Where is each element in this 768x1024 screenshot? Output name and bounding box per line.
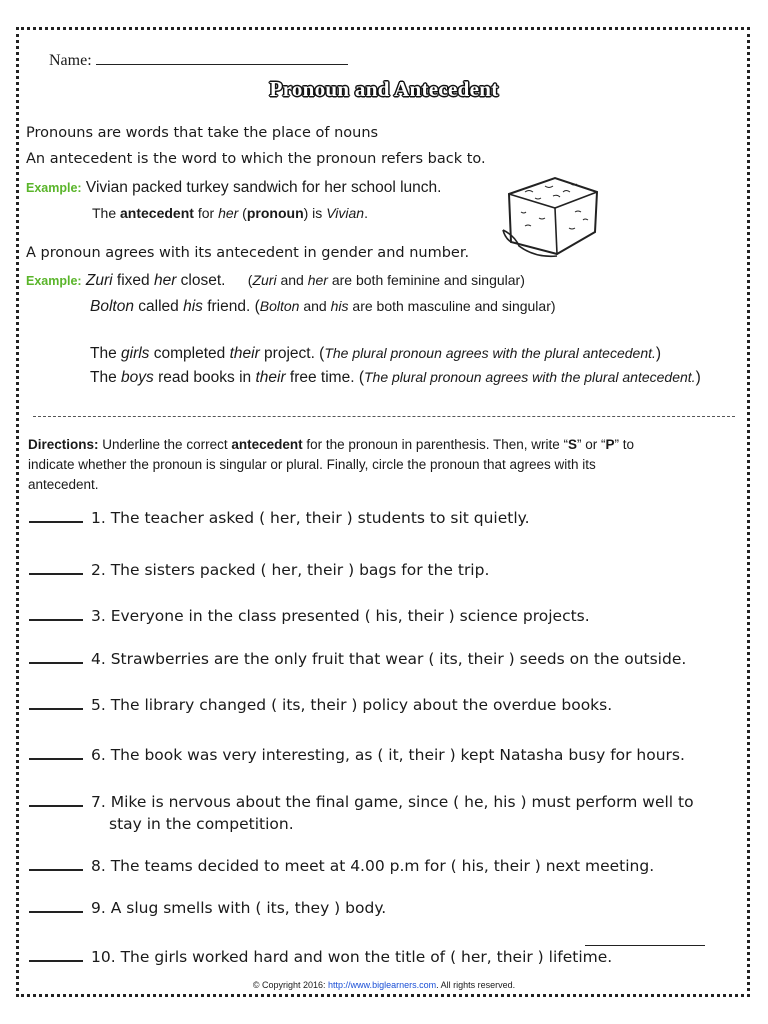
answer-blank[interactable]: [29, 758, 83, 760]
example-5: The boys read books in their free time. (The plural pronoun agrees with the plural antecedent.): [90, 369, 701, 386]
name-line[interactable]: [96, 50, 348, 65]
answer-blank[interactable]: [29, 662, 83, 664]
intro-line-2: An antecedent is the word to which the pronoun refers back to.: [26, 151, 486, 167]
name-field: [49, 50, 348, 70]
intro-line-1: Pronouns are words that take the place of nouns: [26, 125, 379, 141]
sandwich-illustration: [495, 172, 605, 262]
section-divider: [33, 416, 735, 417]
example-1-explanation: The antecedent for her (pronoun) is Vivian.: [92, 205, 368, 221]
copyright-footer: © Copyright 2016: http://www.biglearners.com. All rights reserved.: [252, 980, 516, 990]
answer-blank[interactable]: [29, 619, 83, 621]
directions-line-1: Directions: Underline the correct antecedent for the pronoun in parenthesis. Then, write “S” or “P” to: [28, 437, 635, 452]
answer-blank[interactable]: [29, 805, 83, 807]
answer-blank[interactable]: [29, 708, 83, 710]
question-3: 3. Everyone in the class presented ( his, their ) science projects.: [29, 607, 590, 625]
answer-blank[interactable]: [29, 573, 83, 575]
example-2: Example: Zuri fixed her closet. (Zuri and her are both feminine and singular): [26, 272, 525, 289]
question-10: 10. The girls worked hard and won the title of ( her, their ) lifetime.: [29, 948, 612, 966]
question-2: 2. The sisters packed ( her, their ) bags for the trip.: [29, 561, 489, 579]
question-6: 6. The book was very interesting, as ( it, their ) kept Natasha busy for hours.: [29, 746, 685, 764]
directions-label: Directions:: [28, 437, 99, 452]
question-7-continued: stay in the competition.: [109, 815, 294, 833]
extra-line: [585, 945, 705, 946]
question-4: 4. Strawberries are the only fruit that wear ( its, their ) seeds on the outside.: [29, 650, 686, 668]
example-1-sentence: Vivian packed turkey sandwich for her school lunch.: [85, 179, 442, 196]
example-1: Example: Vivian packed turkey sandwich for her school lunch.: [26, 179, 442, 196]
name-label: Name:: [49, 52, 92, 69]
directions-line-3: antecedent.: [28, 477, 99, 492]
question-1: 1. The teacher asked ( her, their ) students to sit quietly.: [29, 509, 530, 527]
example-3: Bolton called his friend. (Bolton and his are both masculine and singular): [90, 298, 556, 315]
answer-blank[interactable]: [29, 521, 83, 523]
example-4: The girls completed their project. (The plural pronoun agrees with the plural antecedent.): [90, 345, 662, 362]
directions-line-2: indicate whether the pronoun is singular or plural. Finally, circle the pronoun that agrees with its: [28, 457, 596, 472]
answer-blank[interactable]: [29, 869, 83, 871]
intro-line-3: A pronoun agrees with its antecedent in gender and number.: [26, 245, 470, 261]
answer-blank[interactable]: [29, 911, 83, 913]
question-8: 8. The teams decided to meet at 4.00 p.m for ( his, their ) next meeting.: [29, 857, 654, 875]
copyright-link[interactable]: http://www.biglearners.com: [328, 980, 437, 990]
page-title: Pronoun and Antecedent: [269, 77, 499, 101]
question-9: 9. A slug smells with ( its, they ) body.: [29, 899, 386, 917]
example-label: Example: [26, 181, 78, 195]
question-7: 7. Mike is nervous about the final game, since ( he, his ) must perform well to: [29, 793, 694, 811]
question-5: 5. The library changed ( its, their ) policy about the overdue books.: [29, 696, 612, 714]
answer-blank[interactable]: [29, 960, 83, 962]
